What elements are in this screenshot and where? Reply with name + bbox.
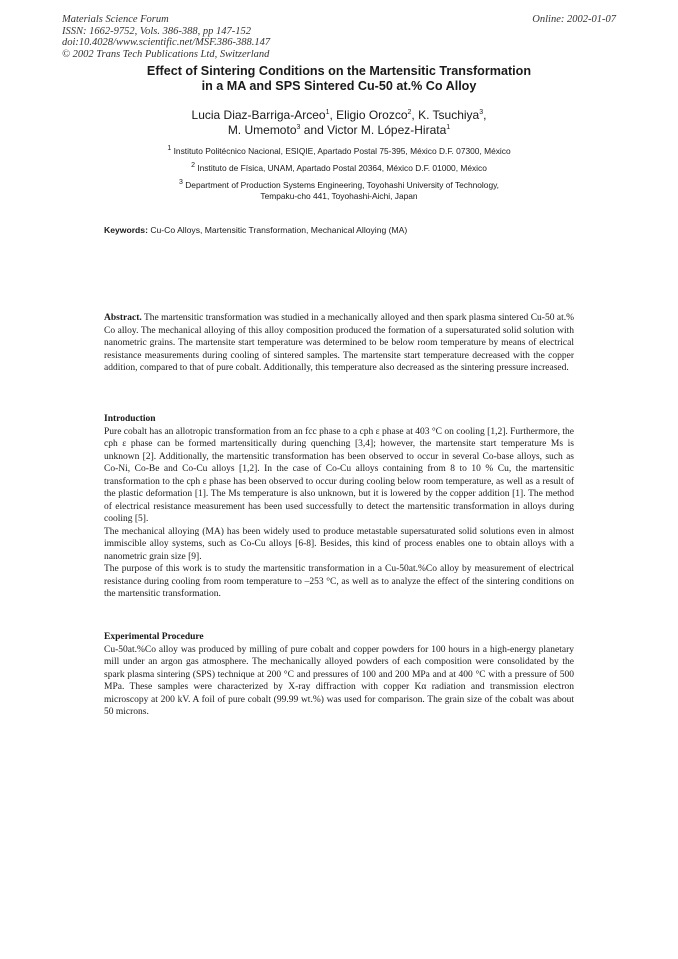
author-name: M. Umemoto xyxy=(227,123,297,137)
affiliation-text: Instituto de Física, UNAM, Apartado Postal 20364, México D.F. 01000, México xyxy=(195,163,487,173)
author-list xyxy=(100,108,578,138)
title-line-1: Effect of Sintering Conditions on the Martensitic Transformation xyxy=(146,64,532,78)
affiliation-text: Instituto Politécnico Nacional, ESIQIE, Apartado Postal 75-395, México D.F. 07300, México xyxy=(171,146,511,156)
doi-link[interactable]: doi:10.4028/www.scientific.net/MSF.386-388.147 xyxy=(62,37,271,48)
paragraph: The purpose of this work is to study the martensitic transformation in a Cu-50at.%Co alloy by measurement of electrical resistance during cooling from room temperature to –253 °C, as well as to analyze the effect of the sintering conditions on the martensitic transformation. xyxy=(104,564,574,599)
issn-line: ISSN: 1662-9752, Vols. 386-388, pp 147-152 xyxy=(62,25,251,37)
author-affiliation-mark: 3 xyxy=(479,109,484,116)
section-heading: Introduction xyxy=(104,414,156,424)
affiliation-3 xyxy=(80,180,598,202)
abstract-text: The martensitic transformation was studied in a mechanically alloyed and then spark plasma sintered Cu-50 at.% Co alloy. The mechanical alloying of this alloy composition produced the formation of a supersaturated solid solution with nanometric grains. The martensite start temperature was determined to be below room temperature by means of electrical resistance measurements during cooling of sintered samples. The martensite start temperature decreased with the copper addition, compared to that of pure cobalt. Additionally, this temperature also decreased as the sintering pressure increased. xyxy=(104,313,574,373)
journal-name: Materials Science Forum xyxy=(62,14,169,25)
paragraph: The mechanical alloying (MA) has been widely used to produce metastable supersaturated solid solutions even in almost immiscible alloy systems, such as Co-Cu alloys [6-8]. Besides, this kind of process enables one to obtain alloys with a nanometric grain size [9]. xyxy=(104,526,574,562)
keywords xyxy=(104,225,584,236)
affiliation-1 xyxy=(80,146,598,157)
author-name: Lucia Diaz-Barriga-Arceo xyxy=(191,108,326,122)
keywords-text: Cu-Co Alloys, Martensitic Transformation, Mechanical Alloying (MA) xyxy=(147,225,408,235)
paragraph: Cu-50at.%Co alloy was produced by milling of pure cobalt and copper powders for 100 hours in a high-energy planetary mill under an argon gas atmosphere. The mechanically alloyed powders of each composition were consolidated by the spark plasma sintering (SPS) technique at 200 °C and pressures of 100 and 200 MPa and at 400 °C with a pressure of 500 MPa. These samples were characterized by X-ray diffraction with copper Kα radiation and transmission electron microscopy at 200 kV. A foil of pure cobalt (99.99 wt.%) was used for comparison. The grain size of the cobalt was about 50 microns. xyxy=(104,644,574,717)
abstract-label: Abstract. xyxy=(104,313,142,323)
affiliation-2 xyxy=(80,163,598,174)
author-affiliation-mark: 3 xyxy=(296,124,301,131)
affiliation-mark: 3 xyxy=(179,179,183,187)
affiliation-mark: 1 xyxy=(167,145,172,153)
affiliation-text: Department of Production Systems Engineering, Toyohashi University of Technology, xyxy=(182,180,499,190)
experimental-section xyxy=(104,631,574,719)
author-name: , K. Tsuchiya xyxy=(411,108,480,122)
author-affiliation-mark: 1 xyxy=(446,124,451,131)
affiliation-mark: 2 xyxy=(191,162,196,170)
author-affiliation-mark: 1 xyxy=(325,109,330,116)
keywords-label: Keywords: xyxy=(104,225,148,235)
author-name: and Victor M. López-Hirata xyxy=(300,123,447,137)
online-date: Online: 2002-01-07 xyxy=(532,14,616,25)
section-heading: Experimental Procedure xyxy=(104,632,204,642)
author-affiliation-mark: 2 xyxy=(407,109,412,116)
paragraph: Pure cobalt has an allotropic transformation from an fcc phase to a cph ε phase at 403 °C on cooling [1,2]. Furthermore, the cph ε phase can be formed martensitically during quenching [3,4]; however, the martensite start temperature Ms is unknown [2]. Additionally, the martensitic transformation has been observed to occur in several Co-base alloys, such as Co-Ni, Co-Be and Co-Cu alloys [1,2]. In the case of Co-Cu alloys containing from 8 to 10 % Cu, the martensitic transformation to the cph ε phase has been observed to occur during cooling below room temperature, as well as a result of the plastic deformation [1]. The Ms temperature is also unknown, but it is lowered by the copper addition [1]. The method of electrical resistance measurement has been used successfully to detect the martensitic transformation in alloys during cooling [5]. xyxy=(104,426,574,524)
author-name: , Eligio Orozco xyxy=(329,108,408,122)
paper-title xyxy=(100,64,578,94)
copyright-line: © 2002 Trans Tech Publications Ltd, Switzerland xyxy=(62,48,270,60)
title-line-2: in a MA and SPS Sintered Cu-50 at.% Co Alloy xyxy=(201,79,477,93)
affiliation-text-line-2: Tempaku-cho 441, Toyohashi-Aichi, Japan xyxy=(260,191,418,201)
introduction-section xyxy=(104,413,574,601)
author-separator: , xyxy=(483,108,487,122)
abstract xyxy=(104,312,574,375)
